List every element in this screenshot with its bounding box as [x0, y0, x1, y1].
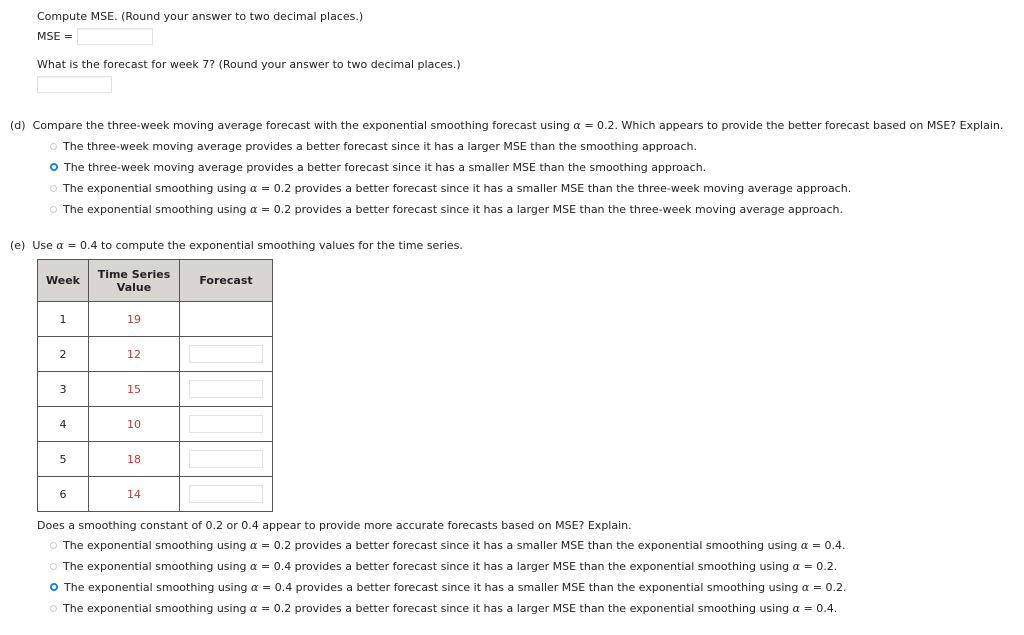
forecast-input-week-5[interactable]: [189, 450, 263, 468]
part-d-label: (d): [10, 119, 26, 132]
part-d-option-1[interactable]: The three-week moving average provides a better forecast since it has a larger MSE than the smoothing approach.: [50, 140, 697, 154]
forecast-cell: [180, 337, 273, 372]
value-cell: 14: [89, 477, 180, 512]
week-cell: 1: [38, 302, 89, 337]
part-e-label: (e): [10, 239, 26, 252]
forecast-cell-empty: [180, 302, 273, 337]
radio-button-selected[interactable]: [50, 583, 58, 591]
part-e-option-1[interactable]: The exponential smoothing using α = 0.2 provides a better forecast since it has a smaller MSE than the exponential smoothing using α = 0.4.: [50, 539, 845, 553]
week-cell: 3: [38, 372, 89, 407]
part-d-option-4[interactable]: The exponential smoothing using α = 0.2 provides a better forecast since it has a larger MSE than the three-week moving average approach.: [50, 203, 843, 217]
forecast-cell: [180, 372, 273, 407]
forecast-cell: [180, 407, 273, 442]
radio-button[interactable]: [50, 605, 57, 612]
comparison-question: Does a smoothing constant of 0.2 or 0.4 appear to provide more accurate forecasts based on MSE? Explain.: [37, 519, 632, 532]
table-row: [38, 477, 273, 512]
part-e-option-4[interactable]: The exponential smoothing using α = 0.2 provides a better forecast since it has a larger MSE than the exponential smoothing using α = 0.4.: [50, 602, 837, 616]
value-cell: 15: [89, 372, 180, 407]
forecast-input-week-4[interactable]: [189, 415, 263, 433]
time-series-table: [37, 259, 273, 512]
mse-label: MSE =: [37, 30, 74, 43]
part-e-option-2[interactable]: The exponential smoothing using α = 0.4 provides a better forecast since it has a larger MSE than the exponential smoothing using α = 0.2.: [50, 560, 837, 574]
part-e-instruction: (e) Use α = 0.4 to compute the exponential smoothing values for the time series.: [10, 239, 463, 252]
table-row: [38, 337, 273, 372]
part-e-option-3[interactable]: The exponential smoothing using α = 0.4 provides a better forecast since it has a smaller MSE than the exponential smoothing using α = 0.2.: [50, 581, 846, 595]
value-cell: 18: [89, 442, 180, 477]
radio-button[interactable]: [50, 143, 57, 150]
table-row: [38, 372, 273, 407]
header-forecast: Forecast: [180, 260, 273, 302]
part-d-question: (d) Compare the three-week moving average forecast with the exponential smoothing forecast using α = 0.2. Which appears to provide the better forecast based on MSE? Explain.: [10, 119, 1004, 132]
week-cell: 6: [38, 477, 89, 512]
week7-forecast-input[interactable]: [37, 76, 112, 93]
forecast-input-week-3[interactable]: [189, 380, 263, 398]
value-cell: 12: [89, 337, 180, 372]
part-d-option-2[interactable]: The three-week moving average provides a better forecast since it has a smaller MSE than the smoothing approach.: [50, 161, 706, 175]
forecast-cell: [180, 477, 273, 512]
header-time-series-value: Time Series Value: [89, 260, 180, 302]
alpha-symbol: α: [573, 119, 581, 132]
radio-button[interactable]: [50, 185, 57, 192]
radio-button-selected[interactable]: [50, 163, 58, 171]
mse-prompt: Compute MSE. (Round your answer to two decimal places.): [37, 10, 364, 23]
value-cell: 10: [89, 407, 180, 442]
table-row: [38, 442, 273, 477]
radio-button[interactable]: [50, 206, 57, 213]
radio-button[interactable]: [50, 563, 57, 570]
week7-forecast-prompt: What is the forecast for week 7? (Round your answer to two decimal places.): [37, 58, 461, 71]
header-week: Week: [38, 260, 89, 302]
week-cell: 4: [38, 407, 89, 442]
week-cell: 5: [38, 442, 89, 477]
forecast-cell: [180, 442, 273, 477]
forecast-input-week-2[interactable]: [189, 345, 263, 363]
mse-input[interactable]: [77, 28, 153, 45]
table-row: [38, 407, 273, 442]
value-cell: 19: [89, 302, 180, 337]
table-row: [38, 302, 273, 337]
forecast-input-week-6[interactable]: [189, 485, 263, 503]
week-cell: 2: [38, 337, 89, 372]
radio-button[interactable]: [50, 542, 57, 549]
part-d-option-3[interactable]: The exponential smoothing using α = 0.2 provides a better forecast since it has a smaller MSE than the three-week moving average approach.: [50, 182, 851, 196]
